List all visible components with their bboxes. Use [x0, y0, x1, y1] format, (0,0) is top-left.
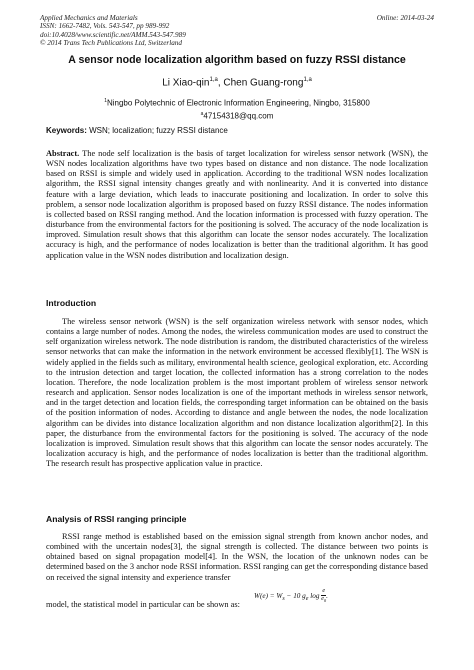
formula-numerator: e	[322, 588, 326, 594]
formula-denominator-base: e	[321, 596, 324, 602]
journal-issn: ISSN: 1662-7482, Vols. 543-547, pp 989-992	[40, 22, 170, 31]
online-date: Online: 2014-03-24	[376, 14, 434, 22]
formula-denominator-sub: 0	[323, 598, 327, 604]
formula-middle: − 10 g	[284, 591, 306, 600]
introduction-paragraph: The wireless sensor network (WSN) is the self organization wireless network with sensor nodes, which contains a large number of nodes. Among the nodes, the wireless communication modes are used to construct the self organization wireless network. The node distribution is random, the distributed characteristics of the wireless sensor networks that can make the information in the network environment be accessed flexibly[1]. The WSN is widely applied in the fields such as military, environmental health science, geological exploration, etc. According to the intrusion detection and target location, the collected information has a strong correlation to the nodes location. Therefore, the node localization problem is the most important problem of wireless sensor network research and application. Sensor nodes localization is one of the important methods in wireless sensor network, and in the target detection and location fields, the corresponding target information can be obtained on the basis of the position information of nodes. According to distance and angle between the nodes, the node localization algorithm can be divides into distance localization algorithm and non distance localization algorithm[2]. In this paper, the disturbance from the environmental factors for the positioning is solved. The accuracy of the node localization is improved. Simulation result shows that this algorithm can locate the sensor nodes accurately. The localization accuracy is high, and the performance of nodes localization is better than the traditional algorithm. The research result has prospective application value in practice.	[46, 317, 428, 469]
author-email[interactable]: 47154318@qq.com	[203, 111, 274, 121]
journal-name: Applied Mechanics and Materials	[40, 14, 138, 22]
formula-left: W(e) = W	[254, 591, 283, 600]
formula-subscript: s	[282, 596, 285, 603]
journal-header	[40, 14, 340, 48]
author-name: Li Xiao-qin	[162, 77, 210, 89]
rssi-formula	[254, 588, 328, 604]
formula-subscript: e	[305, 596, 309, 603]
keywords	[46, 126, 228, 135]
rssi-paragraph: RSSI range method is established based on the emission signal strength from known anchor nodes, and combined with the uncertain nodes[3], the signal strength is collected. The distance between two points is obtained based on signal propagation model[4]. In the WSN, the location of the unknown nodes can be determined based on the 3 anchor node RSSI information. RSSI ranging can get the corresponding distance based on received the signal intensity and experience transfer	[46, 532, 428, 582]
journal-copyright: © 2014 Trans Tech Publications Ltd, Switzerland	[40, 39, 182, 48]
author-line	[30, 77, 444, 88]
formula-log: log	[308, 591, 322, 600]
affiliation	[30, 96, 444, 121]
journal-doi[interactable]: doi:10.4028/www.scientific.net/AMM.543-547.989	[40, 30, 186, 39]
affiliation-superscript: 1	[104, 98, 107, 104]
author-superscript: 1,a	[303, 77, 312, 83]
formula-end: .	[326, 591, 328, 600]
section-heading-rssi: Analysis of RSSI ranging principle	[46, 514, 187, 524]
author-name: Chen Guang-rong	[223, 77, 304, 89]
email-line	[30, 109, 444, 122]
affiliation-text: Ningbo Polytechnic of Electronic Information Engineering, Ningbo, 315800	[106, 98, 370, 108]
email-superscript: a	[200, 110, 204, 117]
rssi-paragraph-end: model, the statistical model in particular can be shown as:	[46, 600, 240, 609]
keywords-label: Keywords:	[46, 126, 87, 135]
keywords-text: WSN; localization; fuzzy RSSI distance	[86, 126, 228, 135]
paper-title: A sensor node localization algorithm based on fuzzy RSSI distance	[68, 54, 406, 66]
abstract-label: Abstract.	[46, 149, 80, 158]
author-separator: ,	[217, 77, 224, 89]
author-superscript: 1,a	[209, 77, 218, 83]
section-heading-introduction: Introduction	[46, 298, 97, 308]
affiliation-line	[30, 96, 444, 109]
abstract-text: The node self localization is the basis of target localization for wireless sensor network (WSN), the WSN nodes localization algorithms have two types based on distance and non distance. The node localization based on RSSI is simple and widely used in application. According to the traditional WSN nodes localization algorithm, the RSSI signal intensity changes greatly and with nonlinearity. And it is converted into distance feature with a large deviation, which leads to inaccurate positioning and localization. In order to solve this problem, a sensor node localization algorithm is proposed based on fuzzy RSSI distance. The nodes information is collected based on RSSI ranging method. And the location information is processed with fuzzy operation. The disturbance from the environmental factors for the positioning is solved. The accuracy of the node localization is improved. Simulation result shows that this algorithm can locate the sensor nodes accurately. The localization accuracy is high, and the performance of nodes localization is better than the traditional algorithm. It has good application value in the WSN nodes distribution and localization design.	[46, 149, 428, 260]
abstract	[46, 149, 428, 261]
